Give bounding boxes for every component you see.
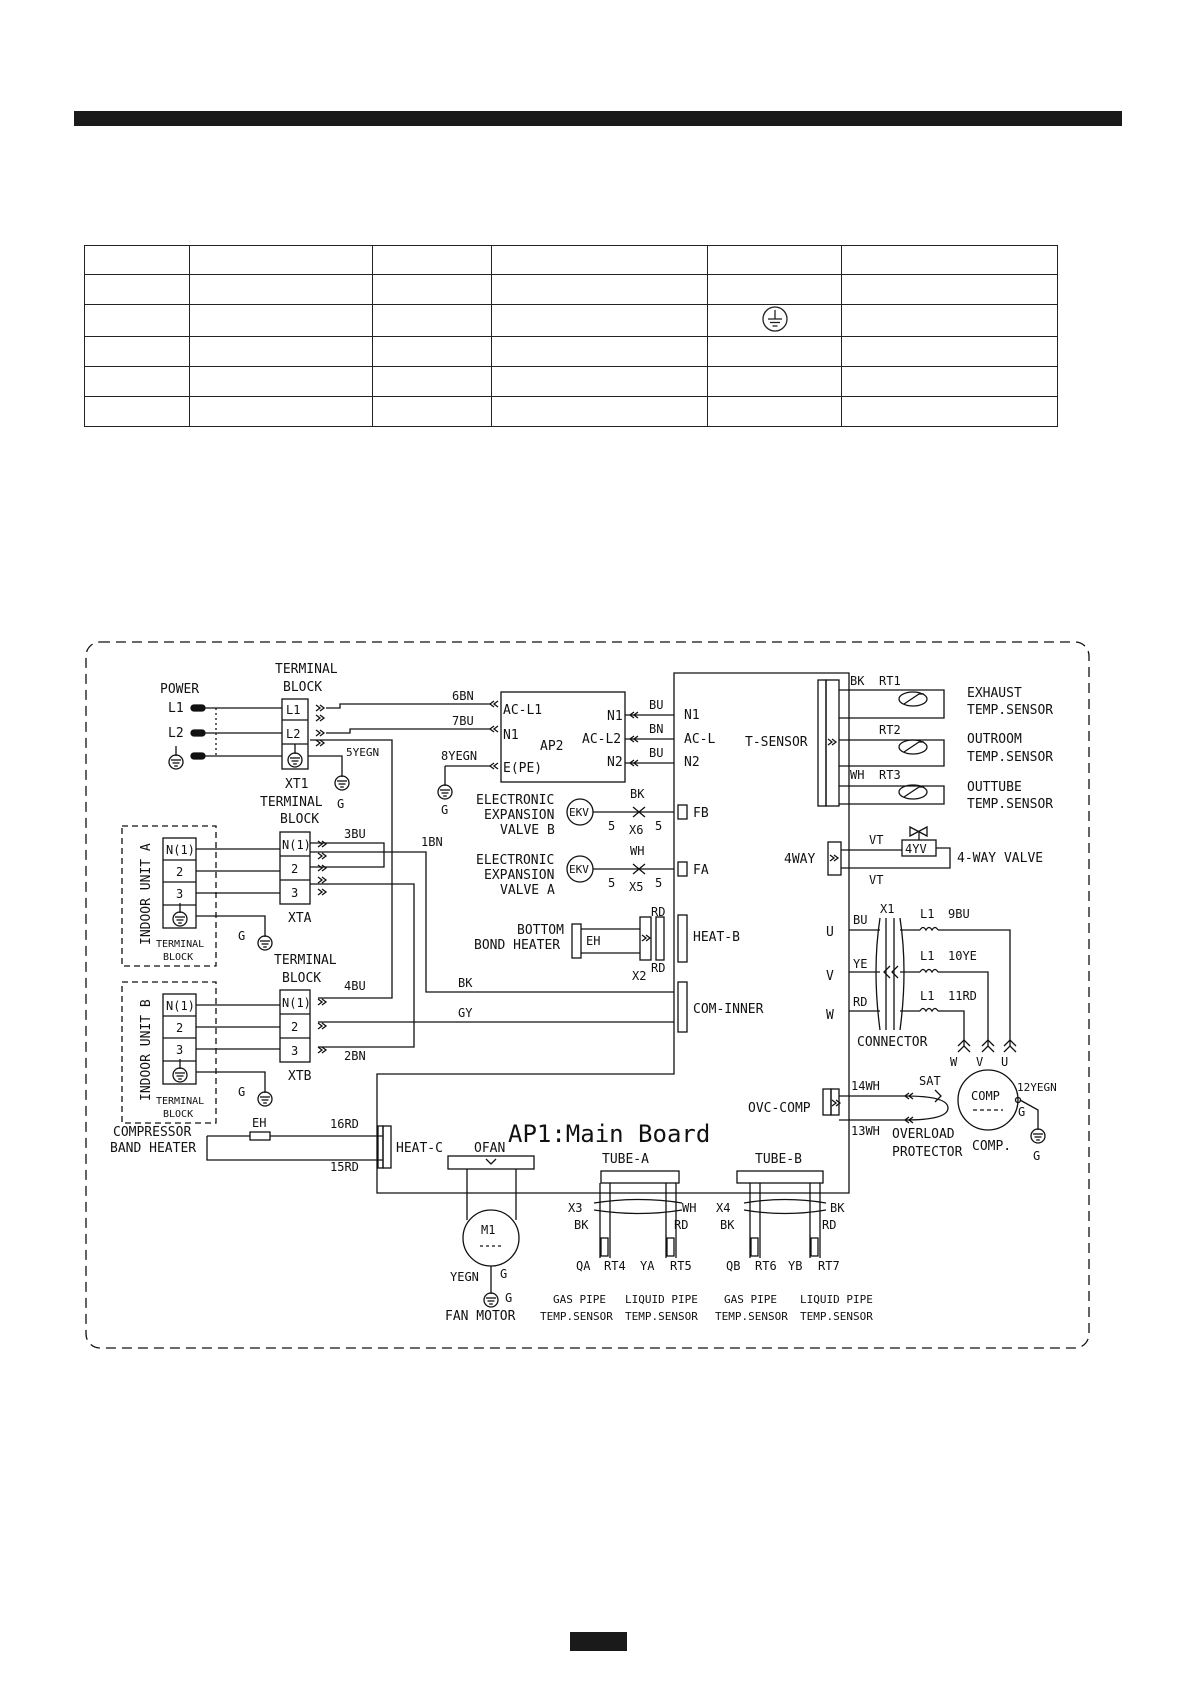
x4-connector: X4	[716, 1201, 731, 1215]
xtb-2: 2	[291, 1020, 299, 1034]
ground-label: G	[500, 1267, 508, 1281]
wire-wh: WH	[630, 844, 645, 858]
temp-sensor-label: TEMP.SENSOR	[967, 750, 1054, 765]
ground-label: G	[337, 797, 345, 811]
connector-label: CONNECTOR	[857, 1035, 928, 1050]
wire-wh: WH	[682, 1201, 697, 1215]
inductor-l1: L1	[920, 949, 935, 963]
indoor-b-2: 2	[176, 1021, 184, 1035]
xt1-title: TERMINAL	[275, 662, 338, 677]
page-number-bar	[570, 1632, 627, 1651]
power-l2-label: L2	[168, 726, 184, 741]
wire-vt: VT	[869, 833, 884, 847]
liquid-pipe-a: LIQUID PIPE	[625, 1293, 698, 1306]
wire-rd: RD	[674, 1218, 689, 1232]
port-com-inner: COM-INNER	[693, 1002, 764, 1017]
port-4way: 4WAY	[784, 852, 816, 867]
phase-v: V	[826, 969, 834, 984]
ekv-a-pins: 5	[608, 876, 616, 890]
port-t-sensor: T-SENSOR	[745, 735, 808, 750]
ground-label: G	[238, 929, 246, 943]
ground-label: G	[238, 1085, 246, 1099]
ofan-label: OFAN	[474, 1141, 506, 1156]
ap1-n1: N1	[684, 708, 700, 723]
port-fb: FB	[693, 806, 709, 821]
yb-label: YB	[788, 1259, 803, 1273]
com-inner-port	[458, 976, 764, 1032]
power-l1-label: L1	[168, 701, 184, 716]
port-ovc-comp: OVC-COMP	[748, 1101, 811, 1116]
ground-label: G	[441, 803, 449, 817]
ekv-b-line2: EXPANSION	[484, 808, 555, 823]
wire-bk: BK	[458, 976, 473, 990]
rt6-label: RT6	[755, 1259, 777, 1273]
wire-4bu: 4BU	[344, 979, 366, 993]
ap2-n1-right: N1	[607, 709, 623, 724]
indoor-a-tb1: TERMINAL	[156, 939, 205, 950]
indoor-unit-b	[122, 982, 280, 1123]
wire-3bu: 3BU	[344, 827, 366, 841]
ekv-b-pins: 5	[655, 819, 663, 833]
wire-1bn: 1BN	[421, 835, 443, 849]
wire-rd: RD	[651, 905, 666, 919]
ap2-n1: N1	[503, 728, 519, 743]
wire-bn: BN	[649, 722, 664, 736]
wire-bk: BK	[630, 787, 645, 801]
x3-connector: X3	[568, 1201, 583, 1215]
wire-6bn: 6BN	[452, 689, 474, 703]
ekv-b-line1: ELECTRONIC	[476, 793, 555, 808]
xtb-title: TERMINAL	[274, 953, 337, 968]
rt7-label: RT7	[818, 1259, 840, 1273]
bottom-heater-symbol: EH	[586, 934, 601, 948]
gas-pipe-b: GAS PIPE	[724, 1293, 777, 1306]
wire-16rd: 16RD	[330, 1117, 359, 1131]
ground-icon	[335, 767, 349, 790]
xta-2: 2	[291, 862, 299, 876]
xta-3: 3	[291, 886, 299, 900]
ground-icon	[1031, 1120, 1045, 1143]
indoor-a-tb2: BLOCK	[163, 952, 194, 963]
ap2-n2: N2	[607, 755, 623, 770]
wire-rd: RD	[822, 1218, 837, 1232]
xtb-3: 3	[291, 1044, 299, 1058]
comp-u: U	[1001, 1055, 1009, 1069]
wire-5yegn: 5YEGN	[346, 746, 380, 759]
ground-icon	[438, 776, 452, 799]
ekv-a-line1: ELECTRONIC	[476, 853, 555, 868]
ap2-name: AP2	[540, 739, 564, 754]
qb-label: QB	[726, 1259, 741, 1273]
wire-11rd: 11RD	[948, 989, 977, 1003]
wire-bu: BU	[649, 698, 664, 712]
ekv-b-connector: X6	[629, 823, 644, 837]
indoor-unit-a	[122, 826, 280, 966]
rt4-label: RT4	[604, 1259, 626, 1273]
indoor-b-tb1: TERMINAL	[156, 1096, 205, 1107]
rt3-label: RT3	[879, 768, 901, 782]
overload-protector	[748, 1074, 963, 1160]
wire-wh: WH	[850, 768, 865, 782]
outroom-label: OUTROOM	[967, 732, 1022, 747]
ground-icon	[169, 746, 183, 769]
ekv-a-connector: X5	[629, 880, 644, 894]
ekv-a-symbol: EKV	[569, 863, 589, 876]
bottom-heater-line2: BOND HEATER	[474, 938, 561, 953]
xta-name: XTA	[288, 911, 312, 926]
qa-label: QA	[576, 1259, 591, 1273]
ekv-b-pins: 5	[608, 819, 616, 833]
wire-7bu: 7BU	[452, 714, 474, 728]
diagram-frame	[86, 642, 1089, 1348]
comp-heater-symbol: EH	[252, 1116, 267, 1130]
port-heat-c: HEAT-C	[396, 1141, 443, 1156]
indoor-a-3: 3	[176, 887, 184, 901]
terminal-block-xta	[260, 795, 366, 926]
comp-v: V	[976, 1055, 984, 1069]
wire-vt: VT	[869, 873, 884, 887]
wire-2bn: 2BN	[344, 1049, 366, 1063]
xtb-n1: N(1)	[282, 996, 311, 1010]
xtb-name: XTB	[288, 1069, 312, 1084]
wire-bk: BK	[830, 1201, 845, 1215]
indoor-b-tb2: BLOCK	[163, 1109, 194, 1120]
ground-icon	[258, 927, 272, 950]
wire-9bu: 9BU	[948, 907, 970, 921]
ekv-b-symbol: EKV	[569, 806, 589, 819]
inductor-l1: L1	[920, 907, 935, 921]
comp-w: W	[950, 1055, 958, 1069]
fan-motor-symbol: M1	[481, 1223, 496, 1237]
exhaust-label: EXHAUST	[967, 686, 1022, 701]
wire-12yegn: 12YEGN	[1017, 1081, 1057, 1094]
phase-w: W	[826, 1008, 834, 1023]
ap2-to-ap1-wires	[625, 698, 715, 770]
tube-b-label: TUBE-B	[755, 1152, 802, 1167]
rt2-label: RT2	[879, 723, 901, 737]
wire-ye: YE	[853, 957, 868, 971]
temp-sensor-label: TEMP.SENSOR	[540, 1310, 613, 1323]
power-input	[160, 682, 282, 769]
wire-gy: GY	[458, 1006, 473, 1020]
ekv-a-line3: VALVE A	[500, 883, 555, 898]
main-board-title: AP1:Main Board	[508, 1120, 711, 1148]
ekv-b-line3: VALVE B	[500, 823, 555, 838]
4way-valve-label: 4-WAY VALVE	[957, 851, 1044, 866]
wire-8yegn: 8YEGN	[441, 749, 478, 763]
indoor-a-n1: N(1)	[166, 843, 195, 857]
fan-motor-label: FAN MOTOR	[445, 1309, 516, 1324]
wire-bk: BK	[574, 1218, 589, 1232]
tube-sensors	[540, 1152, 873, 1323]
t-sensor-block	[745, 674, 1053, 812]
ap2-acl1: AC-L1	[503, 703, 543, 718]
indoor-unit-b-label: INDOOR UNIT B	[139, 999, 154, 1101]
ekv-a-line2: EXPANSION	[484, 868, 555, 883]
gas-pipe-a: GAS PIPE	[553, 1293, 606, 1306]
indoor-a-2: 2	[176, 865, 184, 879]
xt1-l2: L2	[286, 727, 301, 741]
ground-label: G	[505, 1291, 513, 1305]
temp-sensor-label: TEMP.SENSOR	[967, 703, 1054, 718]
ground-icon	[288, 744, 302, 767]
sat-label: SAT	[919, 1074, 941, 1088]
inductor-l1: L1	[920, 989, 935, 1003]
bottom-heater-line1: BOTTOM	[517, 923, 564, 938]
fan-motor	[445, 1141, 534, 1324]
tube-a-label: TUBE-A	[602, 1152, 649, 1167]
wire-bk: BK	[720, 1218, 735, 1232]
temp-sensor-label: TEMP.SENSOR	[715, 1310, 788, 1323]
4yv-symbol: 4YV	[905, 842, 927, 856]
wire-bu: BU	[649, 746, 664, 760]
ap1-n2: N2	[684, 755, 700, 770]
xt1-title2: BLOCK	[283, 680, 323, 695]
liquid-pipe-b: LIQUID PIPE	[800, 1293, 873, 1306]
xta-title: TERMINAL	[260, 795, 323, 810]
comp-label: COMP.	[972, 1139, 1012, 1154]
wire-rd: RD	[651, 961, 666, 975]
wire-bk: BK	[850, 674, 865, 688]
wire-15rd: 15RD	[330, 1160, 359, 1174]
wire-yegn: YEGN	[450, 1270, 479, 1284]
ground-icon	[258, 1083, 272, 1106]
protector-label: PROTECTOR	[892, 1145, 963, 1160]
wire-rd: RD	[853, 995, 868, 1009]
overload-label: OVERLOAD	[892, 1127, 955, 1142]
four-way-valve	[784, 827, 1043, 887]
xt1-name: XT1	[285, 777, 309, 792]
terminal-block-xt1	[275, 662, 379, 811]
ap1-acl: AC-L	[684, 732, 716, 747]
ground-label: G	[1018, 1105, 1026, 1119]
ekv-a-pins: 5	[655, 876, 663, 890]
outtube-label: OUTTUBE	[967, 780, 1022, 795]
temp-sensor-label: TEMP.SENSOR	[625, 1310, 698, 1323]
temp-sensor-label: TEMP.SENSOR	[967, 797, 1054, 812]
xta-title2: BLOCK	[280, 812, 320, 827]
ground-icon	[173, 1059, 187, 1082]
ground-label: G	[1033, 1149, 1041, 1163]
ap2-acl2: AC-L2	[582, 732, 622, 747]
port-heat-b: HEAT-B	[693, 930, 740, 945]
power-title: POWER	[160, 682, 200, 697]
bus-wires	[310, 740, 674, 1047]
comp-symbol: COMP	[971, 1089, 1000, 1103]
ap2-epe: E(PE)	[503, 761, 543, 776]
temp-sensor-label: TEMP.SENSOR	[800, 1310, 873, 1323]
phase-u: U	[826, 925, 834, 940]
xta-n1: N(1)	[282, 838, 311, 852]
ya-label: YA	[640, 1259, 655, 1273]
xtb-title2: BLOCK	[282, 971, 322, 986]
comp-heater-line1: COMPRESSOR	[113, 1125, 192, 1140]
ground-icon	[173, 903, 187, 926]
wire-13wh: 13WH	[851, 1124, 880, 1138]
port-fa: FA	[693, 863, 709, 878]
indoor-unit-a-label: INDOOR UNIT A	[139, 843, 154, 945]
ground-icon	[484, 1284, 498, 1307]
wire-14wh: 14WH	[851, 1079, 880, 1093]
indoor-b-n1: N(1)	[166, 999, 195, 1013]
indoor-b-3: 3	[176, 1043, 184, 1057]
rt1-label: RT1	[879, 674, 901, 688]
x2-connector: X2	[632, 969, 647, 983]
comp-heater-line2: BAND HEATER	[110, 1141, 197, 1156]
wire-10ye: 10YE	[948, 949, 977, 963]
compressor-band-heater	[110, 1116, 443, 1174]
rt5-label: RT5	[670, 1259, 692, 1273]
wire-bu: BU	[853, 913, 868, 927]
bottom-bond-heater	[474, 905, 740, 983]
x1-connector: X1	[880, 902, 895, 916]
xt1-l1: L1	[286, 703, 301, 717]
terminal-block-xtb	[274, 953, 366, 1084]
